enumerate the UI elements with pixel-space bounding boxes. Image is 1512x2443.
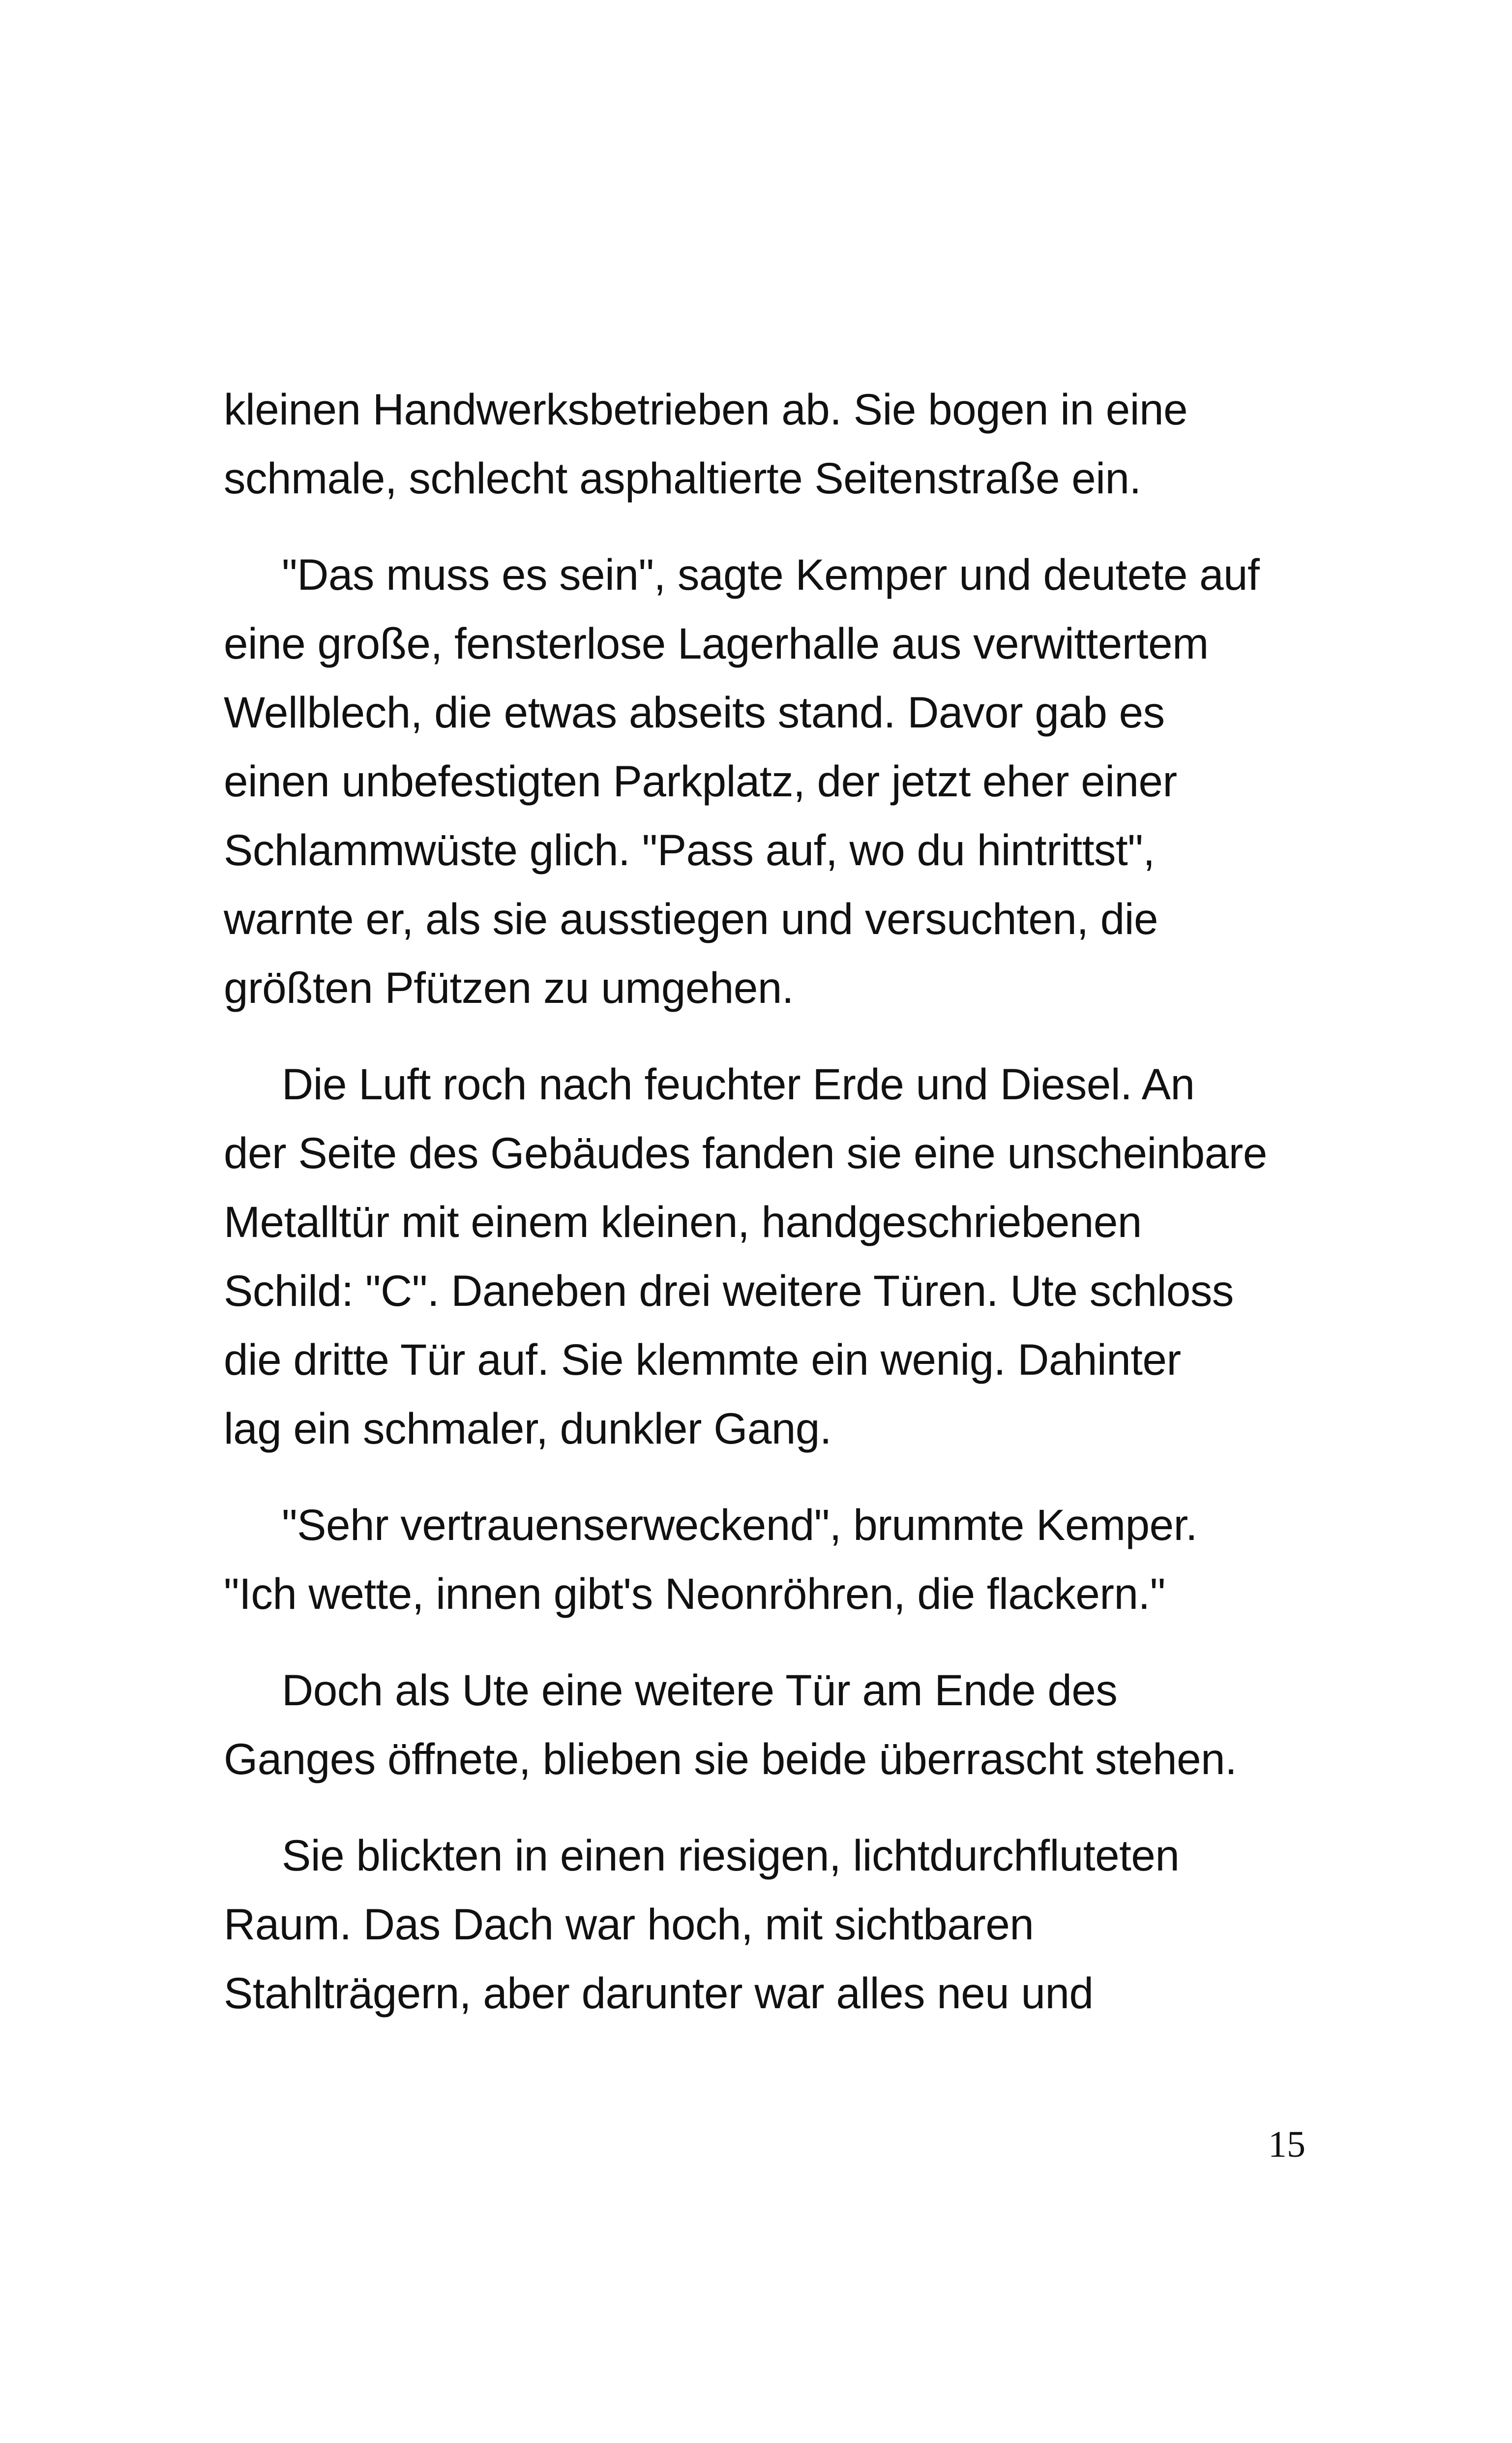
paragraph [224,1490,1320,1628]
text-line: größten Pfützen zu umgehen. [224,963,794,1012]
paragraph [224,1656,1320,1793]
text-line: Schild: "C". Daneben drei weitere Türen. Ute schloss [224,1266,1234,1315]
text-line: Schlammwüste glich. "Pass auf, wo du hintrittst", [224,825,1155,875]
paragraph [224,540,1320,1022]
text-line: "Sehr vertrauenserweckend", brummte Kemper. [282,1500,1198,1549]
text-line: Metalltür mit einem kleinen, handgeschriebenen [224,1197,1142,1246]
text-line: der Seite des Gebäudes fanden sie eine unscheinbare [224,1128,1267,1177]
text-line: Sie blickten in einen riesigen, lichtdurchfluteten [282,1831,1180,1880]
text-line: Die Luft roch nach feuchter Erde und Diesel. An [282,1059,1195,1109]
text-line: die dritte Tür auf. Sie klemmte ein wenig. Dahinter [224,1335,1181,1384]
text-line: "Das muss es sein", sagte Kemper und deutete auf [282,550,1260,599]
text-line: warnte er, als sie ausstiegen und versuchten, die [224,894,1158,943]
text-line: Stahlträgern, aber darunter war alles neu und [224,1968,1094,2018]
page-number: 15 [1268,2124,1305,2165]
paragraph [224,1050,1320,1463]
paragraph [224,1821,1320,2027]
text-line: eine große, fensterlose Lagerhalle aus verwittertem [224,619,1209,668]
text-line: Doch als Ute eine weitere Tür am Ende des [282,1665,1118,1715]
page-body-text [224,375,1320,2055]
text-line: Raum. Das Dach war hoch, mit sichtbaren [224,1900,1034,1949]
text-line: Wellblech, die etwas abseits stand. Davor gab es [224,688,1165,737]
text-line: einen unbefestigten Parkplatz, der jetzt eher einer [224,756,1177,806]
text-line: Ganges öffnete, blieben sie beide überrascht stehen. [224,1734,1237,1783]
paragraph [224,375,1320,513]
text-line: "Ich wette, innen gibt's Neonröhren, die flackern." [224,1569,1165,1618]
text-line: schmale, schlecht asphaltierte Seitenstraße ein. [224,453,1141,503]
text-line: kleinen Handwerksbetrieben ab. Sie bogen in eine [224,385,1188,434]
text-line: lag ein schmaler, dunkler Gang. [224,1404,832,1453]
